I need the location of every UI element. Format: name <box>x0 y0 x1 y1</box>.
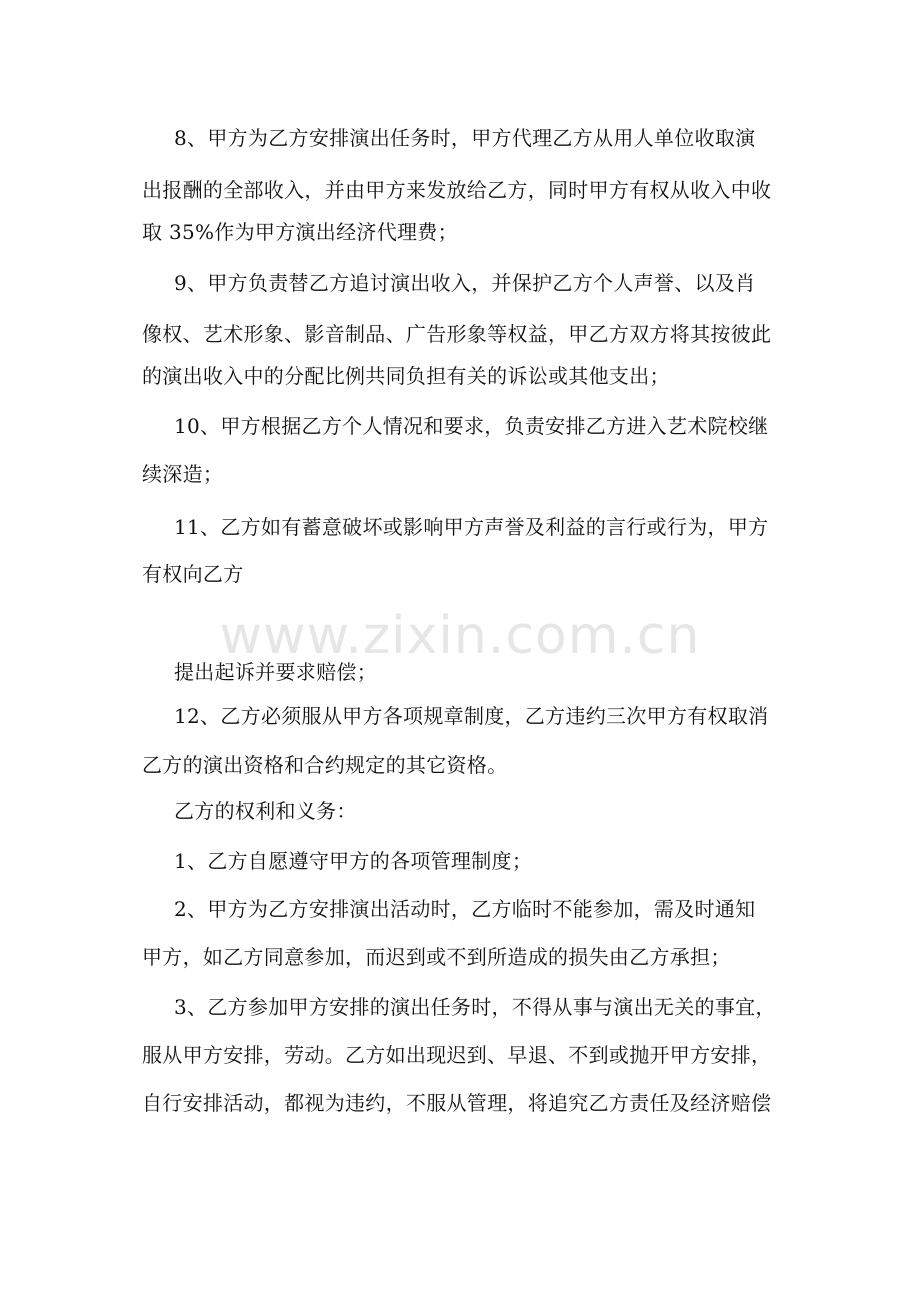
paragraph-10-line-2: 续深造； <box>142 462 224 486</box>
item-2-line-2: 甲方，如乙方同意参加，而迟到或不到所造成的损失由乙方承担； <box>142 945 731 969</box>
watermark-text: www.zixin.com.cn <box>219 606 701 666</box>
item-1-line-1: 1、乙方自愿遵守甲方的各项管理制度； <box>174 849 533 873</box>
paragraph-9-line-3: 的演出收入中的分配比例共同负担有关的诉讼或其他支出； <box>142 364 670 388</box>
item-3-line-3: 自行安排活动，都视为违约，不服从管理，将追究乙方责任及经济赔偿 <box>142 1091 772 1115</box>
item-3-line-2: 服从甲方安排，劳动。乙方如出现迟到、早退、不到或抛开甲方安排， <box>142 1043 772 1067</box>
paragraph-12-line-2: 乙方的演出资格和合约规定的其它资格。 <box>142 753 508 777</box>
section-heading: 乙方的权利和义务： <box>174 799 357 823</box>
paragraph-9-line-2: 像权、艺术形象、影音制品、广告形象等权益，甲乙方双方将其按彼此 <box>142 322 772 346</box>
item-3-line-1: 3、乙方参加甲方安排的演出任务时，不得从事与演出无关的事宜， <box>174 995 776 1019</box>
paragraph-9-line-1: 9、甲方负责替乙方追讨演出收入，并保护乙方个人声誉、以及肖 <box>174 271 756 295</box>
paragraph-11-continued: 提出起诉并要求赔偿； <box>174 660 377 684</box>
paragraph-12-line-1: 12、乙方必须服从甲方各项规章制度，乙方违约三次甲方有权取消 <box>174 704 769 728</box>
paragraph-10-line-1: 10、甲方根据乙方个人情况和要求，负责安排乙方进入艺术院校继 <box>174 414 769 438</box>
item-2-line-1: 2、甲方为乙方安排演出活动时，乙方临时不能参加，需及时通知 <box>174 897 756 921</box>
paragraph-11-line-2: 有权向乙方 <box>142 562 244 586</box>
paragraph-8-line-2: 出报酬的全部收入，并由甲方来发放给乙方，同时甲方有权从收入中收 <box>142 178 772 202</box>
paragraph-11-line-1: 11、乙方如有蓄意破坏或影响甲方声誉及利益的言行或行为，甲方 <box>174 515 769 539</box>
paragraph-8-line-1: 8、甲方为乙方安排演出任务时，甲方代理乙方从用人单位收取演 <box>174 126 756 150</box>
paragraph-8-line-3: 取 35%作为甲方演出经济代理费； <box>142 220 458 244</box>
